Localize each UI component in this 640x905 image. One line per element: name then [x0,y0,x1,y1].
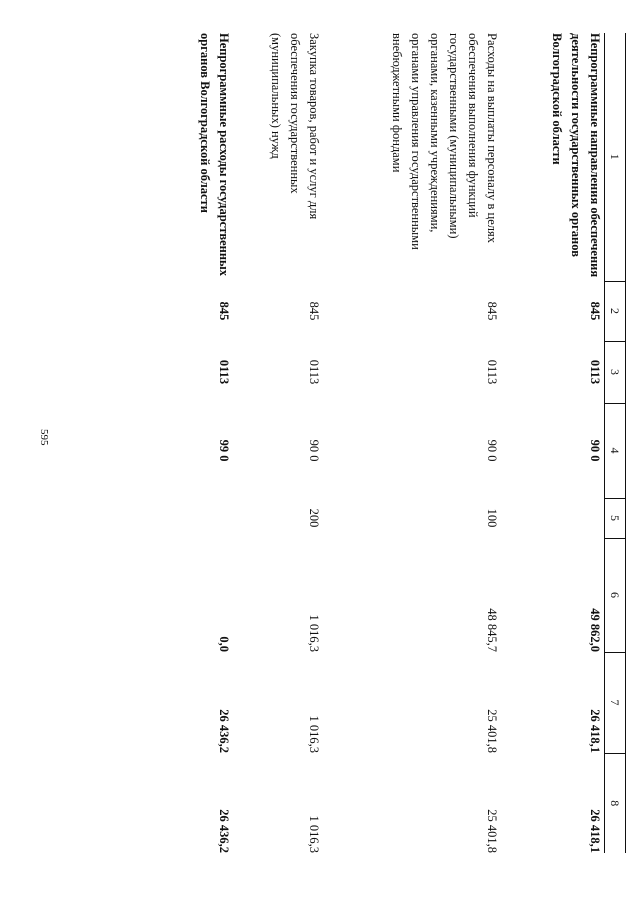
row-cell: 49 862,0 [588,608,602,652]
row-cell: 26 436,2 [217,709,232,753]
row-cell: 845 [588,301,602,321]
row-cell: 0113 [588,359,602,385]
row-cell: 1 016,3 [307,815,322,853]
row-cell: 48 845,7 [485,608,500,652]
rotated-table-container [66,33,626,853]
row-cell: 1 016,3 [307,614,322,652]
table-row [324,33,502,853]
page-number: 595 [38,429,50,446]
row-cell: 0113 [485,359,500,385]
column-header-8: 8 [605,753,626,853]
column-header-row [605,33,626,853]
row-cell: 90 0 [307,439,322,462]
column-header-7: 7 [605,652,626,753]
budget-table [144,33,627,853]
row-name: Непрограммные расходы государственных органов Волгоградской области [198,33,232,277]
row-cell: 1 016,3 [307,715,322,753]
row-cell: 845 [217,301,232,321]
row-cell: 200 [307,508,322,528]
row-cell: 0113 [307,359,322,385]
row-cell: 845 [485,301,500,321]
column-header-5: 5 [605,498,626,538]
row-cell [144,498,234,538]
row-name: Закупка товаров, работ и услуг для обеспечения государственных (муниципальных) нужд [269,33,322,220]
row-name: Расходы на выплаты персоналу в целях обеспечения выполнения функций государственными (муниципальными) органами, казенными учреждениями, органами управления государственными внебюджетными фондами [390,33,500,250]
row-cell: 0,0 [217,636,232,652]
row-cell: 90 0 [588,439,602,462]
row-cell: 26 418,1 [588,709,602,753]
table-row [502,33,605,853]
column-header-3: 3 [605,341,626,403]
row-cell: 100 [485,508,500,528]
row-cell: 90 0 [485,439,500,462]
row-cell: 0113 [217,359,232,385]
row-cell [502,498,605,538]
row-cell: 99 0 [217,439,232,462]
column-header-2: 2 [605,281,626,341]
table-row [234,33,324,853]
row-cell: 25 401,8 [485,709,500,753]
column-header-6: 6 [605,538,626,652]
row-cell: 26 418,1 [588,809,602,853]
row-cell: 845 [307,301,322,321]
row-name: Непрограммные направления обеспечения деятельности государственных органов Волгоградской области [550,33,602,278]
row-cell: 26 436,2 [217,809,232,853]
column-header-1: 1 [605,33,626,281]
row-cell: 25 401,8 [485,809,500,853]
column-header-4: 4 [605,403,626,498]
table-row [144,33,234,853]
